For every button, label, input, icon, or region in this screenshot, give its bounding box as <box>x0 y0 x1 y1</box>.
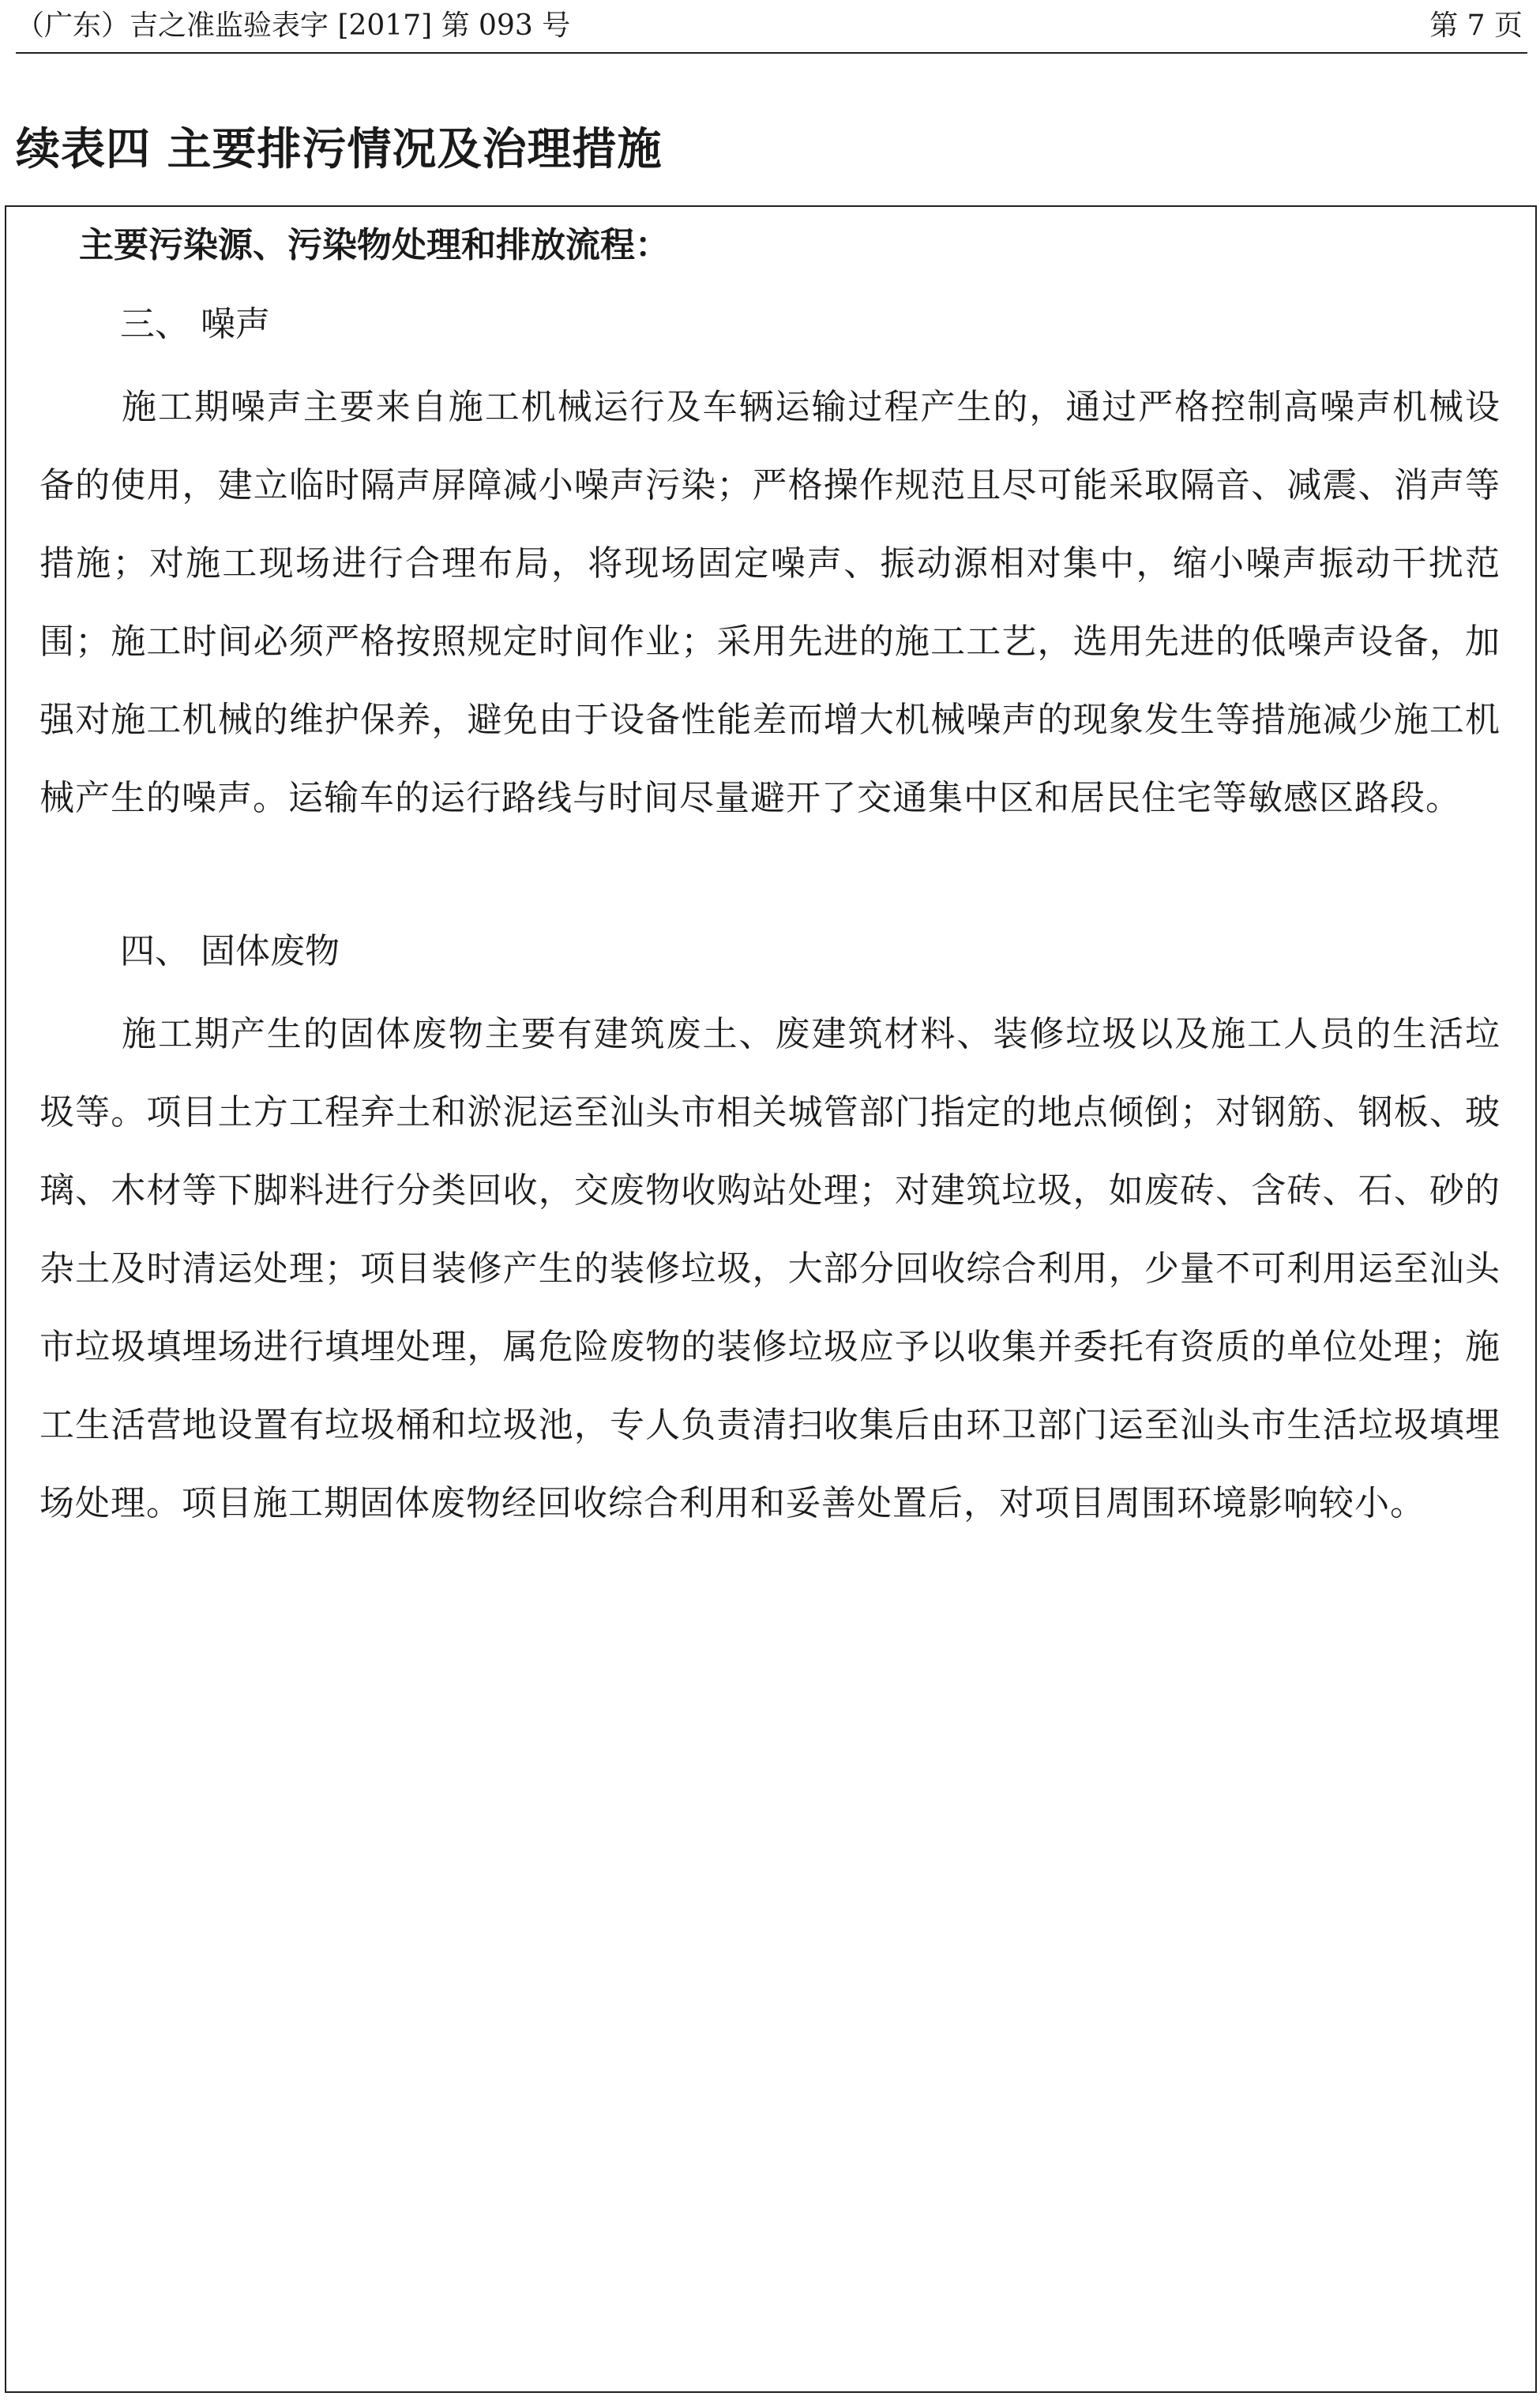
noise-paragraph: 施工期噪声主要来自施工机械运行及车辆运输过程产生的，通过严格控制高噪声机械设备的使用，建立临时隔声屏障减小噪声污染；严格操作规范且尽可能采取隔音、减震、消声等措施；对施工现场进行合理布局，将现场固定噪声、振动源相对集中，缩小噪声振动干扰范围；施工时间必须严格按照规定时间作业；采用先进的施工工艺，选用先进的低噪声设备，加强对施工机械的维护保养，避免由于设备性能差而增大机械噪声的现象发生等措施减少施工机械产生的噪声。运输车的运行路线与时间尽量避开了交通集中区和居民住宅等敏感区路段。 <box>39 387 1501 818</box>
page-number: 第 7 页 <box>1429 9 1523 42</box>
sub-heading: 主要污染源、污染物处理和排放流程： <box>79 225 670 265</box>
section-title: 续表四 主要排污情况及治理措施 <box>16 124 663 175</box>
solid-waste-paragraph: 施工期产生的固体废物主要有建筑废土、废建筑材料、装修垃圾以及施工人员的生活垃圾等。项目土方工程弃土和淤泥运至汕头市相关城管部门指定的地点倾倒；对钢筋、钢板、玻璃、木材等下脚料进行分类回收，交废物收购站处理；对建筑垃圾，如废砖、含砖、石、砂的杂土及时清运处理；项目装修产生的装修垃圾，大部分回收综合利用，少量不可利用运至汕头市垃圾填埋场进行填埋处理，属危险废物的装修垃圾应予以收集并委托有资质的单位处理；施工生活营地设置有垃圾桶和垃圾池，专人负责清扫收集后由环卫部门运至汕头市生活垃圾填埋场处理。项目施工期固体废物经回收综合利用和妥善处置后，对项目周围环境影响较小。 <box>39 1014 1501 1523</box>
noise-heading: 三、 噪声 <box>120 304 270 344</box>
document-number: （广东）吉之准监验表字 [2017] 第 093 号 <box>16 9 571 42</box>
solid-waste-heading: 四、 固体废物 <box>120 931 340 971</box>
page-header <box>16 0 1527 54</box>
